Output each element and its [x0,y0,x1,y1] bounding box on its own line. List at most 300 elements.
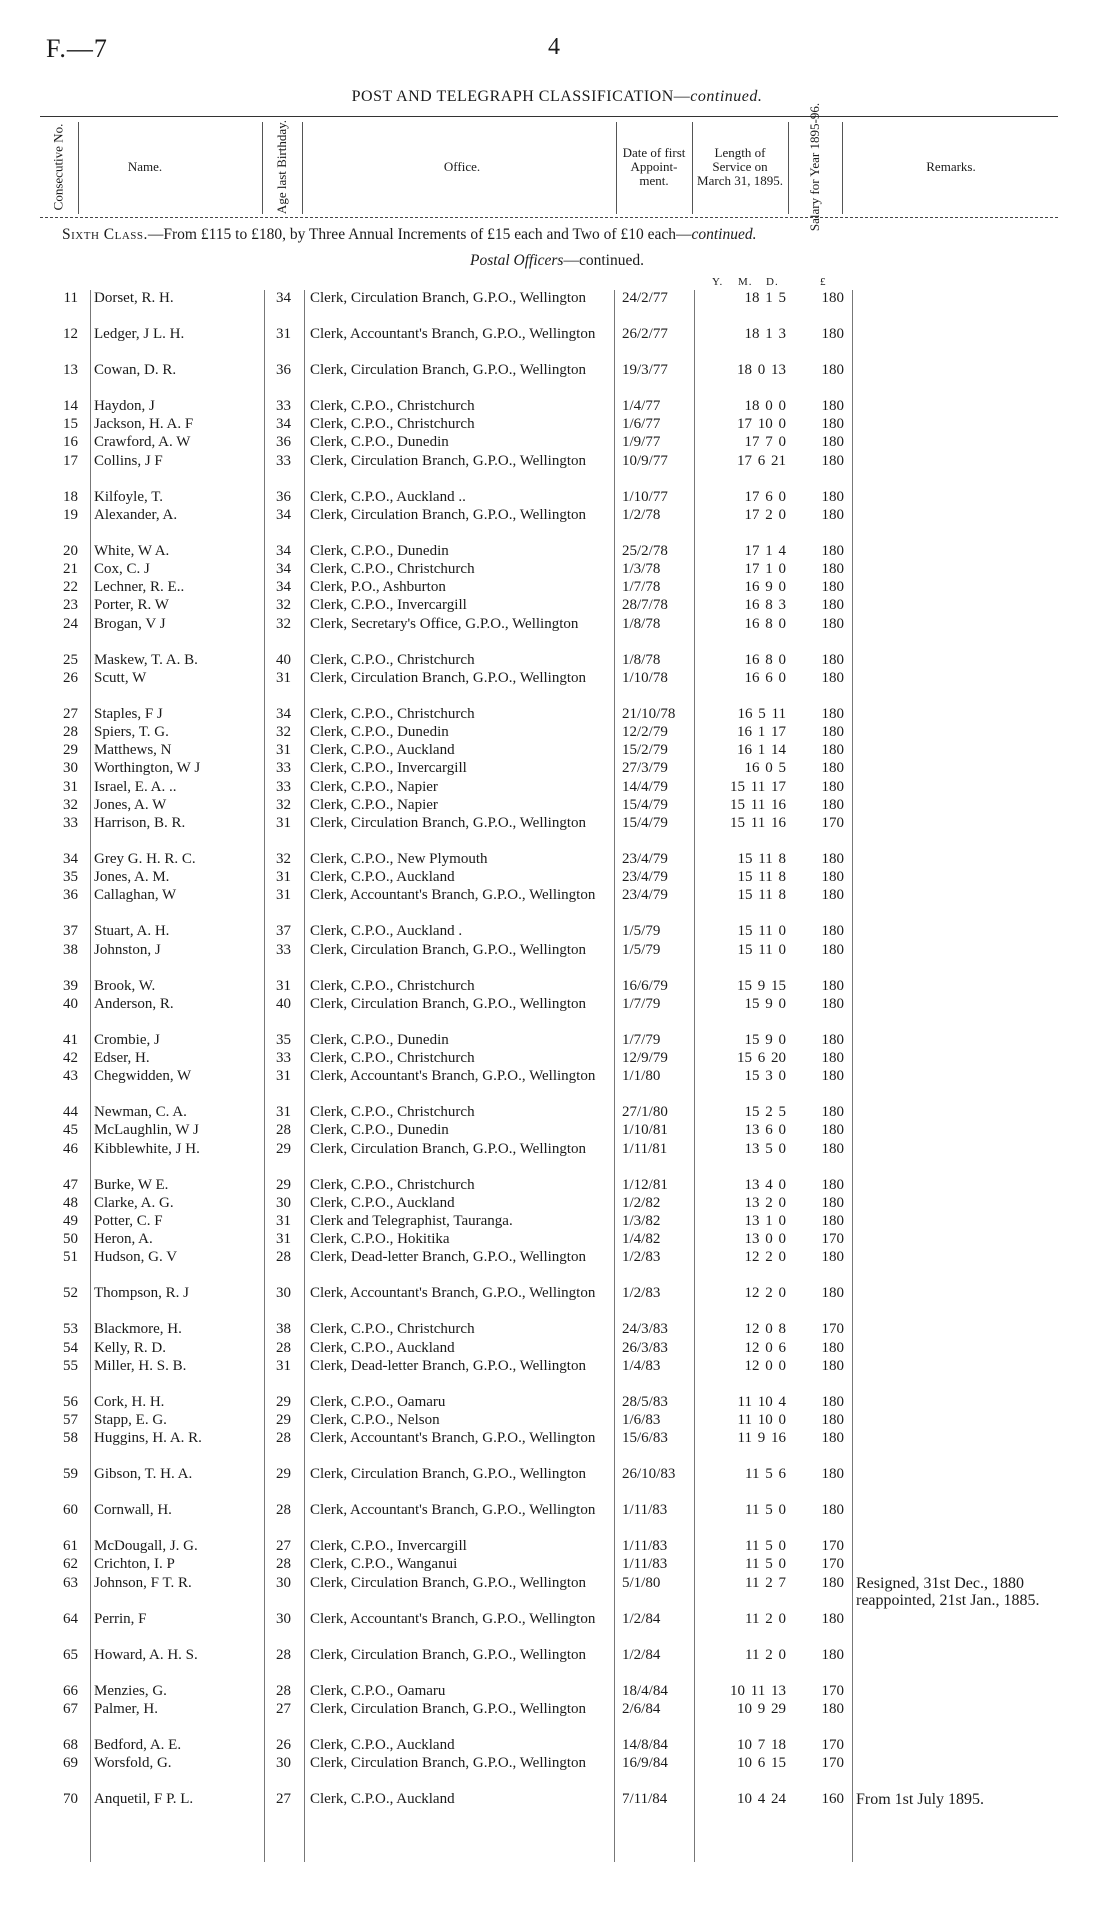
appointment-date: 28/7/78 [622,597,668,614]
appointment-date: 23/4/79 [622,869,668,886]
officer-name: Gibson, T. H. A. [94,1466,193,1483]
salary-value: 180 [821,1068,844,1085]
office-value: Clerk, C.P.O., Christchurch [310,398,475,414]
salary-value: 180 [821,1249,844,1266]
service-length: 15 11 8 [737,851,786,867]
appointment-date: 1/12/81 [622,1176,668,1193]
row-number: 60 [63,1502,78,1519]
age-value: 36 [276,434,291,451]
office-value: Clerk, Accountant's Branch, G.P.O., Wellington [310,1610,596,1627]
office-value: Clerk, C.P.O., Auckland [310,1736,455,1753]
row-number: 39 [63,977,78,994]
office-value: Clerk, C.P.O., Oamaru [310,1393,446,1410]
salary-value: 180 [821,1412,844,1428]
service-length: 11 10 4 [737,1393,786,1410]
service-length: 15 6 20 [737,1050,786,1066]
salary-value: 160 [821,1791,844,1807]
age-value: 31 [276,1104,291,1121]
appointment-date: 15/4/79 [622,815,668,831]
row-number: 44 [63,1104,78,1121]
row-number: 15 [63,416,78,433]
service-length: 13 5 0 [744,1140,786,1157]
salary-value: 180 [821,1393,844,1410]
age-value: 36 [276,362,291,378]
age-value: 32 [276,796,291,813]
appointment-date: 15/2/79 [622,742,668,759]
row-number: 35 [63,869,78,886]
officer-name: Brook, W. [94,977,156,994]
row-number: 19 [63,506,78,523]
service-length: 15 2 5 [744,1104,786,1121]
office-value: Clerk, C.P.O., Dunedin [310,542,449,559]
unit-pound: £ [820,276,827,288]
office-value: Clerk, C.P.O., Dunedin [310,434,449,451]
service-length: 12 2 0 [744,1249,786,1266]
age-value: 29 [276,1412,291,1428]
service-length: 16 1 17 [737,724,786,740]
remarks-value: From 1st July 1895. [856,1791,985,1808]
appointment-date: 1/8/78 [622,651,661,668]
age-value: 34 [276,561,291,577]
officer-name: Worsfold, G. [94,1755,172,1771]
age-value: 34 [276,579,291,596]
office-value: Clerk, C.P.O., Christchurch [310,977,475,994]
salary-value: 180 [821,362,844,378]
appointment-date: 12/9/79 [622,1050,668,1066]
appointment-date: 1/2/82 [622,1194,661,1211]
age-value: 28 [276,1249,291,1266]
service-length: 10 4 24 [737,1791,786,1807]
appointment-date: 2/6/84 [622,1700,661,1717]
appointment-date: 1/3/82 [622,1213,661,1229]
age-value: 31 [276,326,291,342]
service-length: 17 10 0 [737,416,786,433]
age-value: 31 [276,1357,291,1374]
appointment-date: 1/5/79 [622,923,661,940]
age-value: 30 [276,1574,291,1591]
salary-value: 180 [821,506,844,523]
age-value: 32 [276,597,291,614]
row-number: 20 [63,542,78,559]
appointment-date: 21/10/78 [622,705,676,722]
age-value: 33 [276,760,291,777]
salary-value: 180 [821,579,844,596]
officer-name: Alexander, A. [94,506,178,523]
office-value: Clerk, C.P.O., Auckland [310,742,455,759]
salary-value: 170 [821,1231,844,1248]
service-length: 11 5 0 [745,1502,786,1519]
age-value: 34 [276,416,291,433]
row-number: 47 [63,1176,78,1193]
row-number: 12 [63,326,78,342]
age-value: 27 [276,1791,291,1807]
officer-name: Grey G. H. R. C. [94,851,196,867]
row-number: 66 [63,1682,78,1699]
age-value: 27 [276,1700,291,1717]
row-number: 34 [63,851,78,867]
age-value: 34 [276,506,291,523]
appointment-date: 23/4/79 [622,887,668,904]
office-value: Clerk, Accountant's Branch, G.P.O., Wellington [310,326,596,342]
row-number: 26 [63,669,78,686]
office-value: Clerk, Circulation Branch, G.P.O., Wellington [310,995,586,1012]
office-value: Clerk, C.P.O., Invercargill [310,597,467,614]
officer-name: Johnson, F T. R. [94,1574,192,1591]
appointment-date: 1/2/83 [622,1249,661,1266]
age-value: 31 [276,869,291,886]
appointment-date: 14/8/84 [622,1736,668,1753]
salary-value: 180 [821,705,844,722]
officer-name: Anquetil, F P. L. [94,1791,194,1807]
service-length: 15 9 15 [737,977,786,994]
age-value: 28 [276,1122,291,1139]
officer-name: Lechner, R. E.. [94,579,185,596]
appointment-date: 1/7/78 [622,579,661,596]
office-value: Clerk, C.P.O., Christchurch [310,1176,475,1193]
service-length: 11 5 6 [745,1466,786,1483]
service-length: 11 5 0 [745,1556,786,1573]
officer-name: Perrin, F [94,1610,147,1627]
age-value: 31 [276,1068,291,1085]
office-value: Clerk, C.P.O., Invercargill [310,760,467,777]
row-number: 42 [63,1050,78,1066]
header-name: Name. [127,159,163,174]
appointment-date: 1/2/83 [622,1285,661,1302]
salary-value: 180 [821,561,844,577]
appointment-date: 25/2/78 [622,542,668,559]
service-length: 15 11 0 [737,941,786,958]
officer-name: Ledger, J L. H. [94,326,185,342]
service-length: 16 0 5 [744,760,786,777]
office-value: Clerk, Circulation Branch, G.P.O., Wellington [310,1574,586,1591]
age-value: 33 [276,398,291,414]
office-value: Clerk, C.P.O., Napier [310,778,438,795]
service-length: 12 0 0 [744,1357,786,1374]
office-value: Clerk, C.P.O., Dunedin [310,724,449,740]
service-length: 13 1 0 [744,1213,786,1229]
row-number: 28 [63,724,78,740]
salary-value: 180 [821,1339,844,1356]
salary-value: 180 [821,452,844,469]
officer-name: Dorset, R. H. [94,290,174,306]
appointment-date: 1/4/77 [622,398,661,414]
salary-value: 170 [821,815,844,831]
office-value: Clerk, C.P.O., Wanganui [310,1556,458,1573]
row-number: 53 [63,1321,78,1338]
salary-value: 180 [821,851,844,867]
appointment-date: 19/3/77 [622,362,668,378]
office-value: Clerk and Telegraphist, Tauranga. [310,1213,513,1229]
service-length: 11 2 0 [745,1646,786,1663]
office-value: Clerk, C.P.O., Nelson [310,1412,440,1428]
age-value: 33 [276,941,291,958]
service-length: 15 3 0 [744,1068,786,1085]
appointment-date: 28/5/83 [622,1393,668,1410]
age-value: 27 [276,1538,291,1555]
appointment-date: 1/8/78 [622,615,661,632]
officer-name: Anderson, R. [94,995,174,1012]
unit-days: D. [766,276,779,288]
row-number: 52 [63,1285,78,1302]
service-length: 10 9 29 [737,1700,786,1717]
age-value: 31 [276,1231,291,1248]
age-value: 34 [276,542,291,559]
office-value: Clerk, C.P.O., Auckland [310,869,455,886]
page-number: 4 [548,34,560,60]
service-length: 11 2 0 [745,1610,786,1627]
appointment-date: 1/10/78 [622,669,668,686]
salary-value: 180 [821,1646,844,1663]
service-length: 13 2 0 [744,1194,786,1211]
service-length: 11 5 0 [745,1538,786,1555]
service-length: 17 6 0 [744,488,786,505]
service-length: 11 10 0 [737,1412,786,1428]
age-value: 36 [276,488,291,505]
service-length: 15 9 0 [744,995,786,1012]
unit-months: M. [738,276,753,288]
appointment-date: 1/6/83 [622,1412,661,1428]
appointment-date: 1/2/84 [622,1646,661,1663]
age-value: 31 [276,1213,291,1229]
appointment-date: 1/11/83 [622,1556,668,1573]
row-number: 49 [63,1213,78,1229]
service-length: 18 0 0 [744,398,786,414]
remarks-value: Resigned, 31st Dec., 1880 reappointed, 21st Jan., 1885. [856,1574,1040,1609]
office-value: Clerk, Circulation Branch, G.P.O., Wellington [310,362,586,378]
age-value: 38 [276,1321,291,1338]
age-value: 33 [276,778,291,795]
officer-name: Maskew, T. A. B. [94,651,198,668]
office-value: Clerk, Circulation Branch, G.P.O., Wellington [310,1700,586,1717]
salary-value: 180 [821,1610,844,1627]
officer-name: Clarke, A. G. [94,1194,174,1211]
officer-name: Cornwall, H. [94,1502,172,1519]
officer-name: Johnston, J [94,941,161,958]
row-number: 48 [63,1194,78,1211]
officer-name: Jones, A. W [94,796,167,813]
row-number: 55 [63,1357,78,1374]
officer-name: Stuart, A. H. [94,923,170,940]
salary-value: 180 [821,651,844,668]
office-value: Clerk, Circulation Branch, G.P.O., Wellington [310,1755,586,1771]
service-length: 13 4 0 [744,1176,786,1193]
salary-value: 180 [821,1502,844,1519]
salary-value: 170 [821,1682,844,1699]
officer-name: White, W A. [94,542,170,559]
officer-name: Bedford, A. E. [94,1736,182,1753]
officer-name: Menzies, G. [94,1682,167,1699]
class-heading: Sixth Class.—From £115 to £180, by Three Annual Increments of £15 each and Two of £10 each—continued. [62,226,757,243]
officer-name: Crawford, A. W [94,434,191,451]
office-value: Clerk, Circulation Branch, G.P.O., Wellington [310,1646,586,1663]
row-number: 31 [63,778,78,795]
row-number: 63 [63,1574,78,1591]
officer-name: Collins, J F [94,452,163,469]
salary-value: 180 [821,290,844,306]
appointment-date: 15/6/83 [622,1430,668,1447]
service-length: 10 7 18 [737,1736,786,1753]
row-number: 27 [63,705,78,722]
salary-value: 180 [821,398,844,414]
office-value: Clerk, Circulation Branch, G.P.O., Wellington [310,941,586,958]
page-reference: F.—7 [46,34,108,63]
row-number: 61 [63,1538,78,1555]
officer-name: Thompson, R. J [94,1285,190,1302]
service-length: 12 0 8 [744,1321,786,1338]
service-length: 15 11 17 [730,778,786,795]
office-value: Clerk, Accountant's Branch, G.P.O., Wellington [310,1068,596,1085]
salary-value: 180 [821,724,844,740]
row-number: 17 [63,452,78,469]
officer-name: Cox, C. J [94,561,150,577]
service-length: 11 9 16 [737,1430,786,1447]
officer-name: Brogan, V J [94,615,166,632]
appointment-date: 15/4/79 [622,796,668,813]
office-value: Clerk, C.P.O., Christchurch [310,416,475,433]
age-value: 28 [276,1339,291,1356]
office-value: Clerk, P.O., Ashburton [310,579,446,596]
header-consecutive-no: Consecutive No. [50,123,65,211]
age-value: 30 [276,1194,291,1211]
appointment-date: 1/6/77 [622,416,661,433]
service-length: 17 1 4 [744,542,786,559]
office-value: Clerk, Secretary's Office, G.P.O., Wellington [310,615,579,632]
salary-value: 180 [821,1430,844,1447]
appointment-date: 23/4/79 [622,851,668,867]
salary-value: 180 [821,542,844,559]
appointment-date: 1/4/82 [622,1231,661,1248]
salary-value: 170 [821,1321,844,1338]
row-number: 43 [63,1068,78,1085]
row-number: 25 [63,651,78,668]
service-length: 12 2 0 [744,1285,786,1302]
section-subheading: Postal Officers—continued. [470,252,644,269]
row-number: 21 [63,561,78,577]
office-value: Clerk, C.P.O., Dunedin [310,1031,449,1048]
salary-value: 180 [821,887,844,904]
age-value: 31 [276,669,291,686]
appointment-date: 1/10/77 [622,488,668,505]
officer-name: Jackson, H. A. F [94,416,194,433]
row-number: 45 [63,1122,78,1139]
row-number: 37 [63,923,78,940]
page-title: POST AND TELEGRAPH CLASSIFICATION—continued. [351,88,763,105]
salary-value: 180 [821,1176,844,1193]
service-length: 17 6 21 [737,452,786,469]
salary-value: 180 [821,941,844,958]
officer-name: Hudson, G. V [94,1249,178,1266]
officer-name: Burke, W E. [94,1176,169,1193]
salary-value: 180 [821,434,844,451]
office-value: Clerk, C.P.O., New Plymouth [310,851,488,867]
age-value: 29 [276,1176,291,1193]
officer-name: Howard, A. H. S. [94,1646,198,1663]
service-length: 13 6 0 [744,1122,786,1139]
age-value: 34 [276,705,291,722]
office-value: Clerk, C.P.O., Auckland . [310,923,463,940]
service-length: 16 1 14 [737,742,786,759]
office-value: Clerk, Dead-letter Branch, G.P.O., Wellington [310,1249,586,1266]
officer-name: McLaughlin, W J [94,1122,199,1139]
age-value: 32 [276,851,291,867]
salary-value: 180 [821,796,844,813]
row-number: 64 [63,1610,78,1627]
service-length: 11 2 7 [745,1574,786,1591]
row-number: 40 [63,995,78,1012]
row-number: 14 [63,398,78,414]
age-value: 31 [276,977,291,994]
row-number: 41 [63,1031,78,1048]
appointment-date: 16/9/84 [622,1755,668,1771]
row-number: 68 [63,1736,78,1753]
age-value: 40 [276,651,291,668]
salary-value: 180 [821,1574,844,1591]
officer-name: Cowan, D. R. [94,362,177,378]
salary-value: 170 [821,1538,844,1555]
officer-name: Israel, E. A. .. [94,778,177,795]
appointment-date: 14/4/79 [622,778,668,795]
office-value: Clerk, C.P.O., Hokitika [310,1231,450,1248]
appointment-date: 27/1/80 [622,1104,668,1121]
service-length: 18 1 5 [744,290,786,306]
service-length: 15 11 8 [737,887,786,904]
service-length: 16 9 0 [744,579,786,596]
office-value: Clerk, C.P.O., Auckland [310,1339,455,1356]
age-value: 28 [276,1646,291,1663]
office-value: Clerk, C.P.O., Christchurch [310,705,475,722]
appointment-date: 1/11/83 [622,1502,668,1519]
row-number: 59 [63,1466,78,1483]
officer-name: Palmer, H. [94,1700,158,1717]
age-value: 33 [276,452,291,469]
office-value: Clerk, Accountant's Branch, G.P.O., Wellington [310,887,596,904]
age-value: 30 [276,1755,291,1771]
row-number: 67 [63,1700,78,1717]
row-number: 65 [63,1646,78,1663]
salary-value: 180 [821,488,844,505]
row-number: 36 [63,887,78,904]
salary-value: 180 [821,416,844,433]
office-value: Clerk, C.P.O., Christchurch [310,1321,475,1338]
office-value: Clerk, Circulation Branch, G.P.O., Wellington [310,1140,586,1157]
office-value: Clerk, C.P.O., Christchurch [310,651,475,668]
officer-name: Potter, C. F [94,1213,163,1229]
service-length: 17 7 0 [744,434,786,451]
row-number: 11 [63,290,78,306]
officer-name: Kibblewhite, J H. [94,1140,200,1157]
office-value: Clerk, C.P.O., Auckland [310,1791,455,1807]
officer-name: Staples, F J [94,705,163,722]
appointment-date: 26/10/83 [622,1466,676,1483]
appointment-date: 26/3/83 [622,1339,668,1356]
appointment-date: 1/1/80 [622,1068,661,1085]
salary-value: 180 [821,1031,844,1048]
appointment-date: 1/2/78 [622,506,661,523]
salary-value: 180 [821,760,844,777]
appointment-date: 7/11/84 [622,1791,668,1807]
office-value: Clerk, C.P.O., Oamaru [310,1682,446,1699]
office-value: Clerk, C.P.O., Napier [310,796,438,813]
service-length: 18 1 3 [744,326,786,342]
salary-value: 180 [821,326,844,342]
row-number: 32 [63,796,78,813]
officer-name: Spiers, T. G. [94,724,169,740]
salary-value: 180 [821,742,844,759]
salary-value: 180 [821,615,844,632]
salary-value: 180 [821,1050,844,1066]
age-value: 40 [276,995,291,1012]
officer-name: Crombie, J [94,1031,160,1048]
